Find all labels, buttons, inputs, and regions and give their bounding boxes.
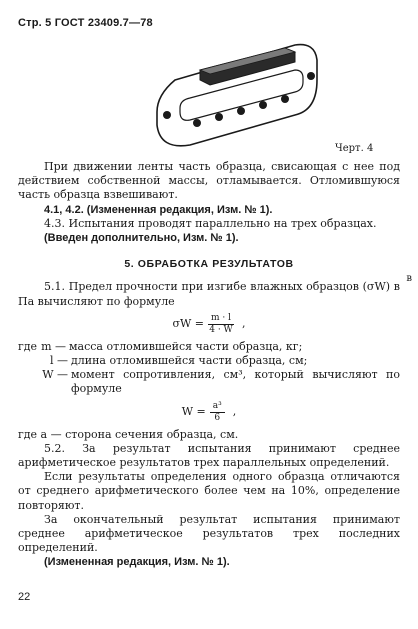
amendment-note: (Измененная редакция, Изм. № 1).: [44, 556, 230, 569]
variable-symbol: m —: [41, 339, 66, 353]
variable-row: [18, 354, 400, 368]
body-text: [18, 160, 400, 570]
paragraph: Если результаты определения одного образца отличаются от среднего арифметического более чем на 10%, определение повторяют.: [18, 470, 400, 512]
paragraph: 5.1. Предел прочности при изгибе влажных образцов (σW) в Па вычисляют по формуле: [18, 280, 400, 308]
amendment-note: 4.1, 4.2. (Измененная редакция, Изм. № 1).: [44, 203, 273, 216]
formula-numerator: m · l: [208, 313, 234, 325]
formula-fraction: [208, 313, 234, 336]
variable-symbol: W —: [42, 368, 68, 382]
conveyor-figure: [145, 40, 325, 150]
formula-denominator: 6: [214, 412, 221, 423]
variable-row: [18, 340, 400, 354]
strength-formula: [18, 313, 400, 336]
formula-suffix: ,: [242, 317, 246, 331]
margin-mark: в: [406, 273, 412, 284]
where-label: где: [18, 339, 38, 353]
paragraph: При движении ленты часть образца, свисающая с нее под действием собственной массы, отламывается. Отломившуюся часть образца взвешивают.: [18, 160, 400, 202]
variable-row: [18, 368, 400, 396]
formula-denominator: 4 · W: [209, 324, 233, 335]
paragraph: где a — сторона сечения образца, см.: [18, 427, 239, 441]
page-header: Стр. 5 ГОСТ 23409.7—78: [18, 17, 153, 29]
formula-suffix: ,: [232, 405, 237, 419]
formula-numerator: a³: [210, 401, 225, 413]
variable-description: момент сопротивления, см³, который вычисляют по формуле: [71, 368, 400, 396]
paragraph: За окончательный результат испытания принимают среднее арифметическое результатов трех последних определений.: [18, 512, 400, 555]
variable-symbol: l —: [49, 354, 68, 368]
paragraph: 5.2. За результат испытания принимают среднее арифметическое результатов трех параллельных определений.: [18, 441, 400, 470]
section-modulus-formula: [18, 401, 400, 424]
page-number: 22: [18, 591, 31, 603]
section-title: 5. ОБРАБОТКА РЕЗУЛЬТАТОВ: [124, 258, 294, 271]
formula-fraction: [210, 401, 225, 424]
amendment-note: (Введен дополнительно, Изм. № 1).: [44, 232, 239, 245]
figure-caption: Черт. 4: [335, 143, 374, 154]
variable-description: длина отломившейся части образца, см;: [71, 354, 308, 368]
formula-lhs: W =: [181, 405, 206, 419]
paragraph: 4.3. Испытания проводят параллельно на трех образцах.: [44, 216, 377, 230]
variable-description: масса отломившейся части образца, кг;: [69, 339, 303, 353]
formula-lhs: σW =: [172, 317, 205, 331]
